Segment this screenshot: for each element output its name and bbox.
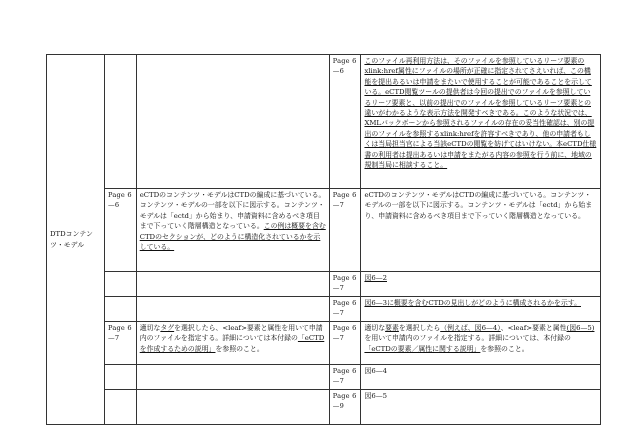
page-ref: Page 6—7 xyxy=(332,324,357,343)
left-text-cell xyxy=(136,390,329,425)
left-page-cell xyxy=(105,322,137,365)
left-page-cell xyxy=(105,272,137,297)
left-page-cell xyxy=(105,390,137,425)
page-ref: Page 6—9 xyxy=(332,392,357,411)
table-row xyxy=(47,390,601,425)
right-text-cell xyxy=(361,272,601,297)
table-row xyxy=(47,189,601,272)
right-page-cell xyxy=(329,322,361,365)
left-text-cell xyxy=(136,365,329,390)
figure-ref: 図6—5 xyxy=(364,392,387,400)
right-page-cell xyxy=(329,390,361,425)
left-page-cell xyxy=(105,189,137,272)
left-text-cell xyxy=(136,189,329,272)
right-text-cell: 適切な要素を選択したら（例えば、図6—4）、<leaf>要素と属性(図6—5)を用いて申請内のファイルを指定する。詳細については、本付録の「eCTDの要素／属性に関する説明」を参照のこと。 xyxy=(361,322,601,365)
right-page-cell xyxy=(329,365,361,390)
right-page-cell xyxy=(329,297,361,322)
page-ref: Page 6—6 xyxy=(332,57,357,76)
right-text-cell xyxy=(361,189,601,272)
right-text-cell xyxy=(361,297,601,322)
table-row xyxy=(47,365,601,390)
table-row xyxy=(47,297,601,322)
left-text-cell xyxy=(136,272,329,297)
left-text-cell xyxy=(136,55,329,189)
table-row xyxy=(47,322,601,365)
figure-ref: 図6—2 xyxy=(364,274,387,282)
table-row xyxy=(47,55,601,189)
revised-text: 図6—3に概要を含むCTDの見出しがどのように構成されるかを示す。 xyxy=(364,299,581,307)
page-ref: Page 6—6 xyxy=(108,191,132,210)
comparison-table xyxy=(46,54,601,425)
original-text-underlined: この例は概要を含むCTDのセクションが、どのように構造化されているかを示している。 xyxy=(139,222,326,252)
left-page-cell xyxy=(105,55,137,189)
table-row xyxy=(47,272,601,297)
section-label-cell xyxy=(47,55,105,425)
right-page-cell xyxy=(329,55,361,189)
left-text-cell: 適切なタグを選択したら、<leaf>要素と属性を用いて申請内のファイルを指定する。詳細については本付録の「eCTDを作成するための説明」を参照のこと。 xyxy=(136,322,329,365)
page-ref: Page 6—7 xyxy=(332,367,357,386)
page-ref: Page 6—7 xyxy=(108,324,132,343)
revised-text: eCTDのコンテンツ・モデルはCTDの編成に基づいている。コンテンツ・モデルの一部を以下に図示する。コンテンツ・モデルは「ectd」から始まり、申請資料に含めるべき項目まで下っていく階層構造となっている。 xyxy=(364,191,593,220)
page-ref: Page 6—7 xyxy=(332,191,357,210)
section-label: DTDコンテンツ・モデル xyxy=(50,230,93,249)
right-text-cell xyxy=(361,390,601,425)
left-page-cell xyxy=(105,297,137,322)
right-page-cell xyxy=(329,272,361,297)
right-text-cell xyxy=(361,55,601,189)
page-ref: Page 6—7 xyxy=(332,299,357,318)
figure-ref: 図6—4 xyxy=(364,367,387,375)
right-page-cell xyxy=(329,189,361,272)
left-text-cell xyxy=(136,297,329,322)
right-text-cell xyxy=(361,365,601,390)
revised-text: このファイル再利用方法は、そのファイルを参照しているリーフ要素のxlink:href属性にファイルの場所が正確に指定されてさえいれば、この機能を提出あるいは申請をまたいで使用することが可能であることを示している。eCTD閲覧ツールの提供者は今回の提出でのファイルを参照しているリーフ要素と、以前の提出でのファイルを参照しているリーフ要素との違いがわかるような表示方法を開発すべきである。このような状況では、XMLバックボーンから参照されるファイルの存在の妥当性確認は、別の提出のファイルを参照するxlink:hrefを許容すべきであり、他の申請者もしくは当局担当官による当該eCTDの閲覧を妨げてはいけない。本eCTD仕様書の利用者は提出あるいは申請をまたがる内容の参照を行う前に、地域の規制当局に相談すること。 xyxy=(364,57,597,170)
left-page-cell xyxy=(105,365,137,390)
page-ref: Page 6—7 xyxy=(332,274,357,293)
original-text: eCTDのコンテンツ・モデルはCTDの編成に基づいている。コンテンツ・モデルの一部を以下に図示する。コンテンツ・モデルは「ectd」から始まり、申請資料に含めるべき項目まで下っていく階層構造となっている。 xyxy=(139,191,326,231)
